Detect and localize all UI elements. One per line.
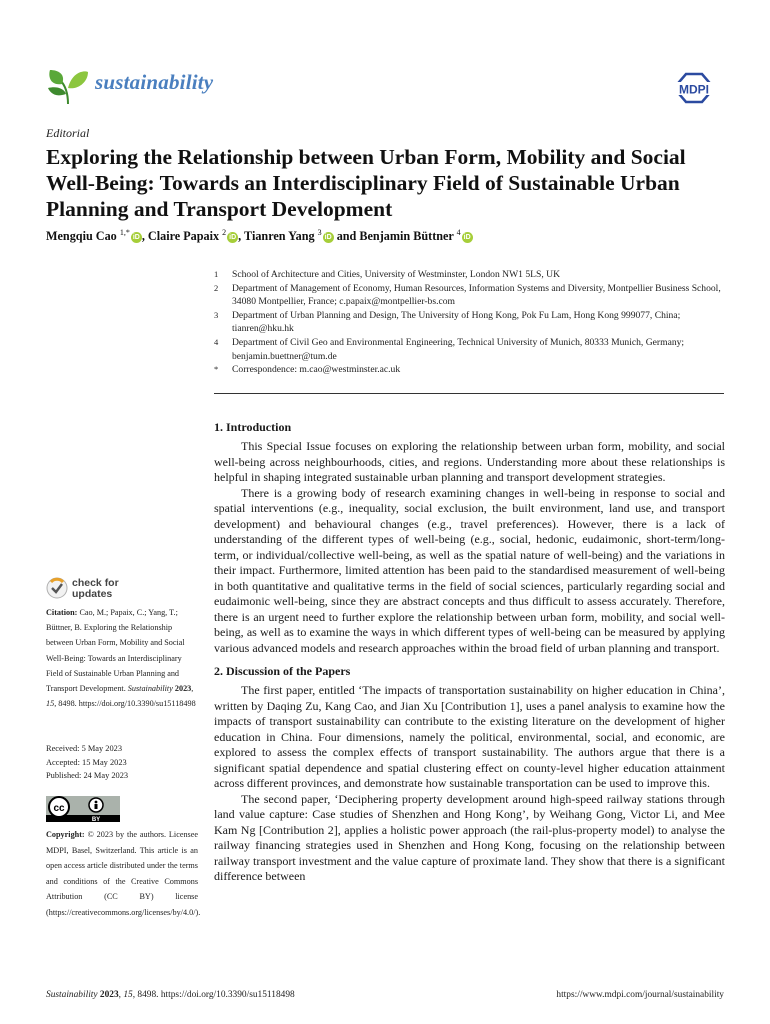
affiliation-item [214, 268, 724, 282]
journal-name[interactable]: sustainability [95, 70, 214, 94]
accepted-date: Accepted: 15 May 2023 [46, 757, 127, 767]
check-updates-line1: check for [72, 577, 119, 589]
author-affiliation-mark: 3 [317, 228, 322, 237]
introduction-paragraphs [214, 439, 725, 656]
footer-citation: Sustainability 2023, 15, 8498. https://doi.org/10.3390/su15118498 [46, 990, 295, 1000]
affiliation-mark: 1 [214, 269, 219, 279]
footer-journal: Sustainability [46, 990, 98, 1000]
footer-volume: 15 [123, 990, 133, 1000]
orcid-icon[interactable]: iD [324, 234, 332, 242]
section-heading-discussion: 2. Discussion of the Papers [214, 664, 351, 678]
citation-volume: 15 [46, 699, 55, 709]
orcid-icon[interactable]: iD [463, 234, 471, 242]
body-paragraph: The second paper, ‘Deciphering property development around high-speed railway stations through land value capture: Case studies of Shenzhen and Hong Kong’, by Weihang Gong, Victor Li, and Mee Kam Ng [Contribution 2], applies a holistic power approach (the rail-plus-property model) to analyse the railway financing strategies used in Shenzhen and Hong Kong, focusing on the relationship between railway transport investment and the value capture of proximate land. They show that there is a significant difference between [214, 791, 725, 883]
author-list [46, 228, 473, 244]
affiliation-mark: 3 [214, 309, 219, 320]
footer-year: 2023 [99, 990, 119, 1000]
body-paragraph: This Special Issue focuses on exploring the relationship between urban form, mobility, and social well-being across neighbourhoods, cities, and regions. Understanding more about these relationships is helpful in shaping integrated sustainable urban planning and transport development strategies. [214, 439, 725, 484]
copyright-notice [46, 827, 201, 921]
citation-doi[interactable]: , 8498. https://doi.org/10.3390/su15118498 [54, 699, 196, 709]
affiliation-text: Department of Civil Geo and Environmental Engineering, Technical University of Munich, 80333 Munich, Germany; benjamin.buettner@tum.de [232, 336, 685, 362]
published-date: Published: 24 May 2023 [46, 771, 129, 780]
body-paragraph: There is a growing body of research examining changes in well-being in response to social and spatial interventions (e.g., inequality, social exclusion, the built environment, land use, and transport development) and behavioural changes (e.g., travel preferences). However, there is a lack of understanding of the different types of well-being (e.g., social, hedonic, eudaimonic, short-term/long-term, or individual/collective well-being, as well as the spatial nature of well-being) and the variations in their impact. Furthermore, limited attention has been paid to the standardised measurement of well-being in both quantitative and qualitative terms in the field of social sciences, particularly regarding social and eudaimonic well-being, since they are abstract concepts and thus difficult to assess accurately. Therefore, there is an urgent need to further explore the relationship between urban form, mobility, and social well-being, as well as to examine the ways in which different types of well-being can be measured by applying various advanced models and research approaches within the broad field of urban planning and transport. [214, 485, 725, 655]
mdpi-logo-text: MDPI [679, 82, 709, 97]
check-for-updates-label [72, 578, 119, 600]
author-separator: and [333, 229, 360, 244]
author-name: Claire Papaix [147, 229, 220, 244]
affiliation-mark: 4 [214, 336, 219, 347]
received-date: Received: 5 May 2023 [46, 744, 123, 753]
citation-block: Citation: Cao, M.; Papaix, C.; Yang, T.; Büttner, B. Exploring the Relationship between Urban Form, Mobility and Social Well-Being: Towards an Interdisciplinary Field of Sustainable Urban Planning and Transport Development. Sustainability 2023, 15, 8498. https://doi.org/10.3390/su15118498 [46, 608, 196, 709]
citation-journal: Sustainability [127, 684, 173, 694]
author-affiliation-mark: 4 [456, 228, 461, 237]
author-affiliation-mark: 1,* [119, 228, 130, 237]
article-body [214, 420, 725, 885]
affiliation-text: Correspondence: m.cao@westminster.ac.uk [232, 364, 401, 376]
check-updates-line2: updates [72, 588, 113, 600]
author-name: Benjamin Büttner [359, 229, 454, 244]
citation-text: Cao, M.; Papaix, C.; Yang, T.; Büttner, B. Exploring the Relationship between Urban Form, Mobility and Social Well-Being: Towards an Interdisciplinary Field of Sustainable Urban Planning and Transport Development. [46, 608, 185, 694]
affiliation-text: Department of Urban Planning and Design, The University of Hong Kong, Pok Fu Lam, Hong Kong 999077, China; tianren@hku.hk [232, 309, 681, 335]
author-name: Mengqiu Cao [46, 229, 117, 244]
author-separator: , [141, 229, 148, 244]
author-affiliation-mark: 2 [222, 228, 227, 237]
affiliation-mark: 2 [214, 282, 219, 293]
affiliation-text: School of Architecture and Cities, University of Westminster, London NW1 5LS, UK [232, 269, 560, 280]
article-title: Exploring the Relationship between Urban Form, Mobility and Social Well-Being: Towards an Interdisciplinary Field of Sustainable Urban Planning and Transport Development [46, 145, 686, 221]
footer-doi[interactable]: , 8498. https://doi.org/10.3390/su15118498 [132, 990, 295, 1000]
author-separator: , [238, 229, 245, 244]
footer-journal-url[interactable]: https://www.mdpi.com/journal/sustainability [556, 990, 724, 1000]
by-label: BY [91, 817, 101, 822]
divider [214, 393, 724, 394]
mdpi-logo-icon[interactable] [668, 70, 720, 106]
sustainability-leaf-logo-icon [46, 64, 90, 106]
discussion-paragraphs [214, 683, 725, 885]
section-heading-introduction: 1. Introduction [214, 420, 292, 434]
affiliation-text: Department of Management of Economy, Human Resources, Information Systems and Diversity, Montpellier Business School, 34080 Montpellier, France; c.papaix@montpellier-bs.com [232, 282, 721, 308]
copyright-label: Copyright: [46, 830, 85, 839]
orcid-icon[interactable]: iD [229, 234, 237, 242]
body-paragraph: The first paper, entitled ‘The impacts of transportation sustainability on higher education in China’, written by Daqing Zu, Kang Cao, and Jian Xu [Contribution 1], uses a panel analysis to examine how the impacts of transport sustainability can contribute to the existing literature on the development of higher education in China. Four dimensions, namely the political, environmental, social, and economic, are explored to assess the complex effects of transport sustainability. The authors argue that there is a significant spatial dependence and spatial clustering effect on county-level higher education attainment across different provinces, and demonstrate how sustainable transportation can be used to improve this. [214, 683, 725, 790]
affiliations-list [214, 268, 724, 377]
publication-dates [46, 742, 198, 783]
affiliation-item [214, 363, 724, 377]
citation-year: 2023 [174, 684, 192, 694]
citation-label: Citation: [46, 608, 78, 617]
affiliation-item [214, 336, 724, 363]
affiliation-item [214, 282, 724, 309]
author-name: Tianren Yang [244, 229, 315, 244]
affiliation-item [214, 309, 724, 336]
cc-label: cc [53, 803, 65, 814]
check-for-updates-button[interactable] [46, 576, 176, 602]
check-for-updates-icon [46, 576, 68, 600]
affiliation-mark: * [214, 364, 219, 375]
orcid-icon[interactable]: iD [132, 234, 140, 242]
cc-by-license-badge-icon[interactable] [46, 796, 120, 822]
article-type: Editorial [46, 126, 90, 140]
copyright-text: © 2023 by the authors. Licensee MDPI, Basel, Switzerland. This article is an open access article distributed under the terms and conditions of the Creative Commons Attribution (CC BY) license (https://creativecommons.org/licenses/by/4.0/). [46, 830, 201, 917]
